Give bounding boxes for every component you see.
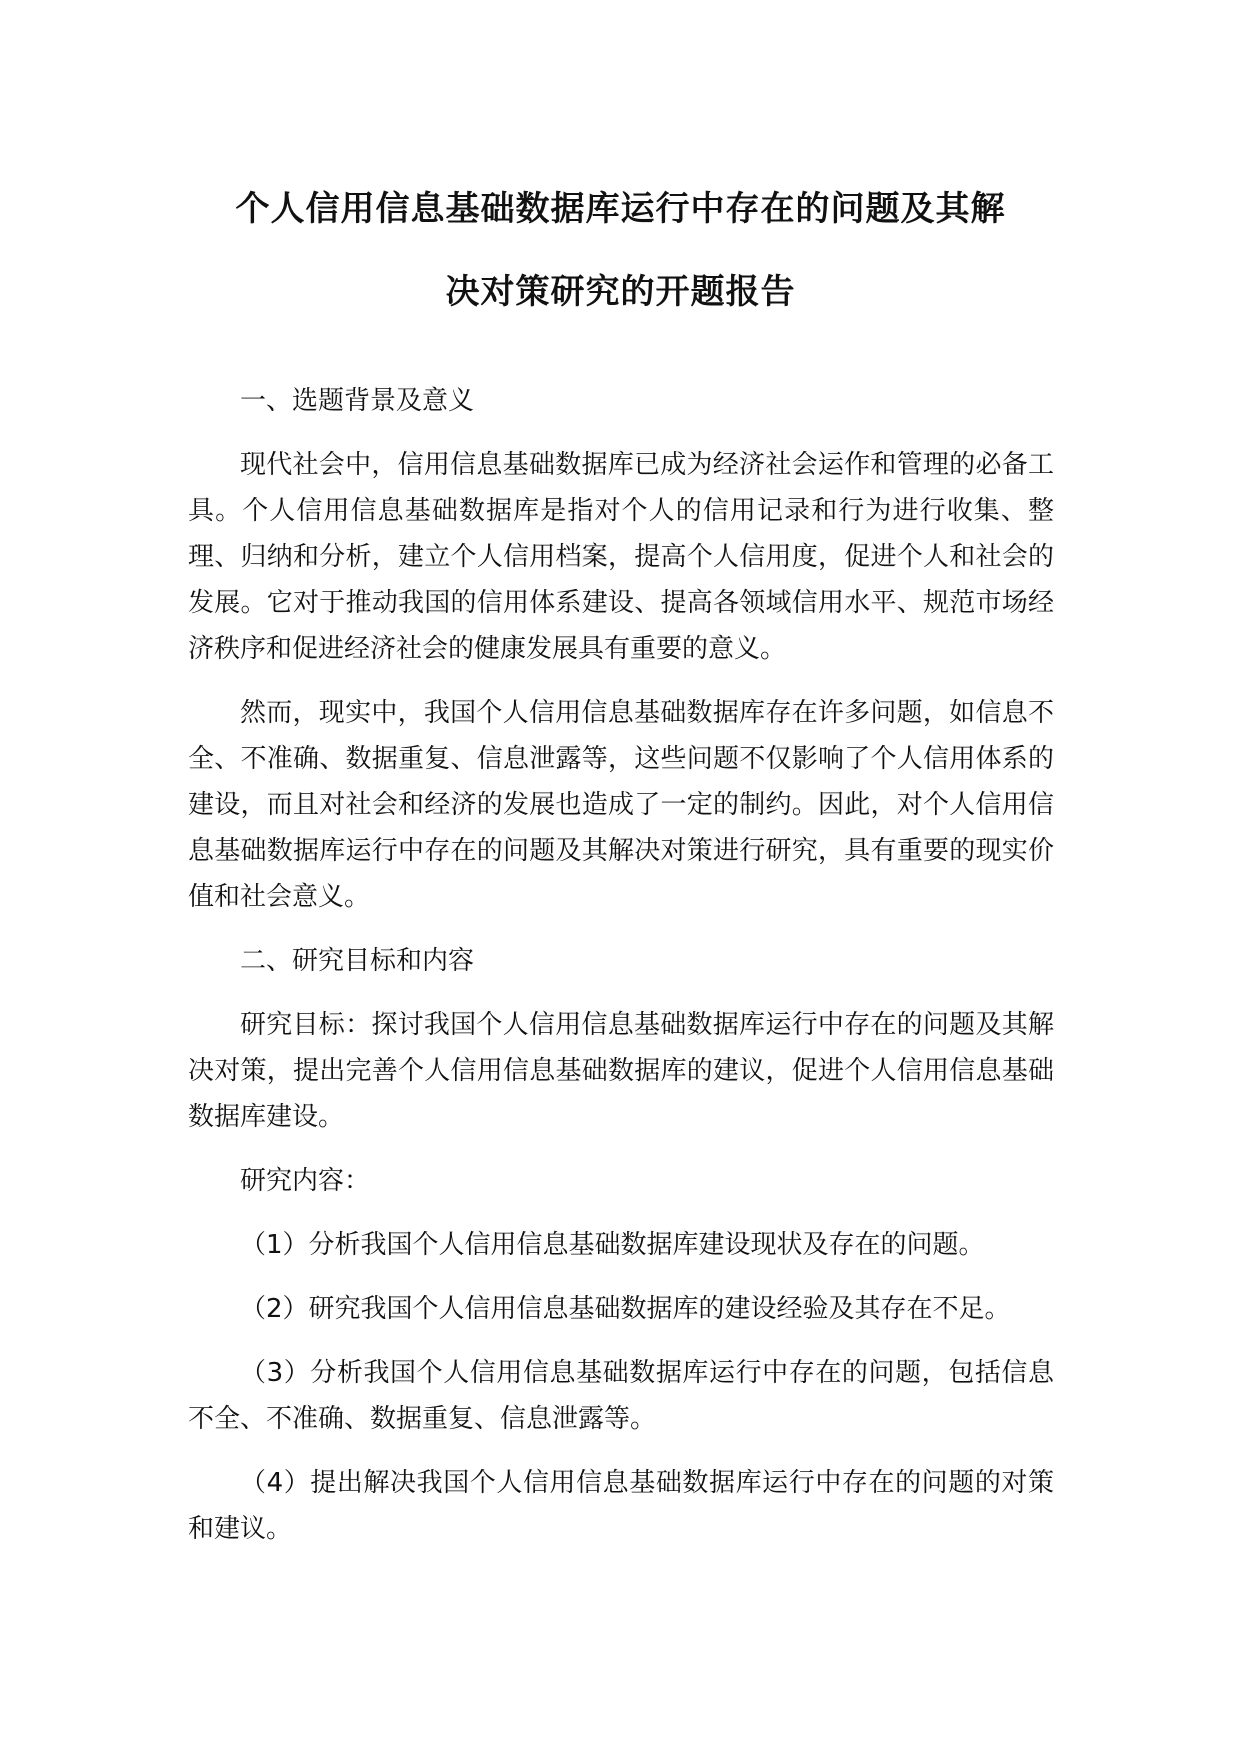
document-title-line-1: 个人信用信息基础数据库运行中存在的问题及其解 — [235, 189, 1006, 229]
section-1-heading: 一、选题背景及意义 — [240, 386, 475, 416]
research-goal-paragraph: 研究目标：探讨我国个人信用信息基础数据库运行中存在的问题及其解决对策，提出完善个人信用信息基础数据库的建议，促进个人信用信息基础数据库建设。 — [188, 1010, 1054, 1132]
research-content-item-4: （4）提出解决我国个人信用信息基础数据库运行中存在的问题的对策和建议。 — [188, 1468, 1054, 1544]
research-content-label: 研究内容： — [240, 1166, 371, 1196]
research-content-item-3: （3）分析我国个人信用信息基础数据库运行中存在的问题，包括信息不全、不准确、数据重复、信息泄露等。 — [188, 1358, 1054, 1434]
research-content-item-1: （1）分析我国个人信用信息基础数据库建设现状及存在的问题。 — [240, 1230, 985, 1260]
section-1-paragraph-1: 现代社会中，信用信息基础数据库已成为经济社会运作和管理的必备工具。个人信用信息基础数据库是指对个人的信用记录和行为进行收集、整理、归纳和分析，建立个人信用档案，提高个人信用度，促进个人和社会的发展。它对于推动我国的信用体系建设、提高各领域信用水平、规范市场经济秩序和促进经济社会的健康发展具有重要的意义。 — [188, 450, 1054, 664]
section-1-paragraph-2: 然而，现实中，我国个人信用信息基础数据库存在许多问题，如信息不全、不准确、数据重复、信息泄露等，这些问题不仅影响了个人信用体系的建设，而且对社会和经济的发展也造成了一定的制约。因此，对个人信用信息基础数据库运行中存在的问题及其解决对策进行研究，具有重要的现实价值和社会意义。 — [188, 698, 1054, 912]
document-body — [188, 378, 1054, 1570]
research-content-item-2: （2）研究我国个人信用信息基础数据库的建设经验及其存在不足。 — [240, 1294, 1011, 1324]
section-2-heading: 二、研究目标和内容 — [240, 946, 475, 976]
document-title-line-2: 决对策研究的开题报告 — [445, 272, 796, 312]
